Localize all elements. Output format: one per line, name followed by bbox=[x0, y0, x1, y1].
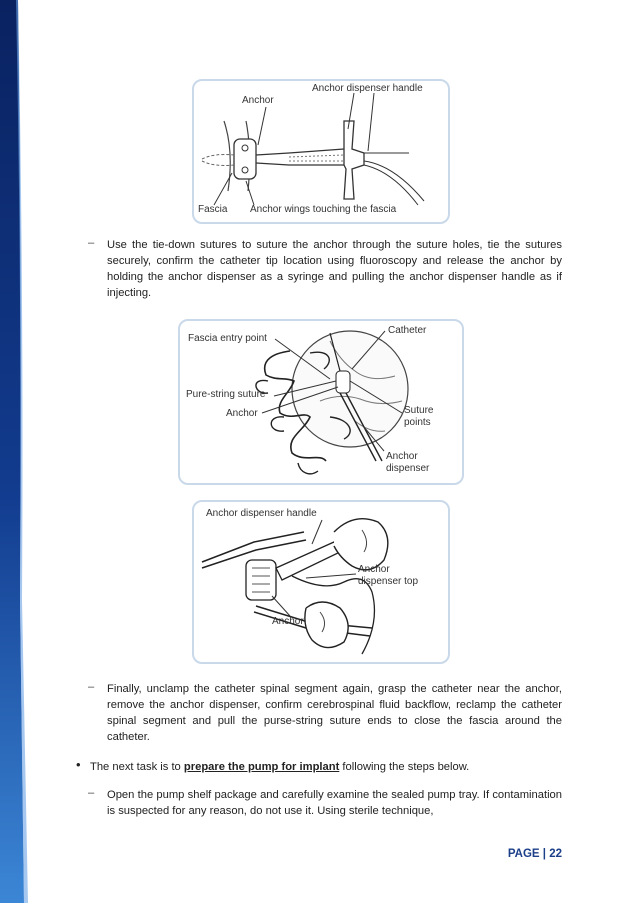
instruction-prepare-pump bbox=[90, 759, 560, 775]
label-suture-points-line1: Suture bbox=[404, 405, 434, 416]
label-purse-string-suture: Pure-string suture bbox=[186, 389, 266, 400]
instruction-open-pump-package: Open the pump shelf package and carefully examine the sealed pump tray. If contamination is suspected for any reason, do not use it. Using sterile technique, bbox=[107, 789, 562, 817]
label-anchor: Anchor bbox=[242, 95, 274, 106]
label-anchor-dispenser-handle: Anchor dispenser handle bbox=[206, 508, 317, 519]
label-catheter: Catheter bbox=[388, 325, 427, 336]
instruction-suture-anchor: Use the tie-down sutures to suture the anchor through the suture holes, tie the sutures securely, confirm the catheter tip location using fluoroscopy and release the anchor by holding the anchor dispenser as a syringe and pulling the anchor dispenser handle as if injecting. bbox=[107, 239, 562, 299]
label-fascia-entry-point: Fascia entry point bbox=[188, 333, 267, 344]
label-anchor-dispenser-top-line2: dispenser top bbox=[358, 576, 419, 587]
label-anchor-dispenser-line2: dispenser bbox=[386, 463, 430, 474]
prepare-pump-emphasis: prepare the pump for implant bbox=[183, 761, 340, 773]
label-anchor-dispenser-handle: Anchor dispenser handle bbox=[312, 83, 423, 94]
label-anchor: Anchor bbox=[272, 616, 304, 627]
label-suture-points-line2: points bbox=[404, 417, 431, 428]
anchor-placement-illustration bbox=[194, 81, 448, 222]
label-anchor: Anchor bbox=[226, 408, 258, 419]
label-anchor-wings: Anchor wings touching the fascia bbox=[250, 204, 397, 215]
figure-suture-points bbox=[178, 319, 464, 485]
dash-marker: – bbox=[88, 787, 95, 799]
page-number: PAGE | 22 bbox=[507, 848, 562, 860]
suture-points-illustration bbox=[180, 321, 462, 483]
dash-marker: – bbox=[88, 237, 95, 249]
bullet-text-end: following the steps below. bbox=[339, 761, 470, 773]
instruction-remove-dispenser: Finally, unclamp the catheter spinal segment again, grasp the catheter near the anchor, remove the anchor dispenser, confirm cerebrospinal fluid backflow, reclamp the catheter spinal segment and pull the purse-string suture ends to close the fascia around the catheter. bbox=[107, 683, 562, 743]
figure-anchor-dispenser-removal bbox=[192, 500, 450, 664]
label-anchor-dispenser-line1: Anchor bbox=[386, 451, 418, 462]
left-decorative-band bbox=[0, 0, 34, 903]
figure-anchor-placement bbox=[192, 79, 450, 224]
label-fascia: Fascia bbox=[198, 204, 228, 215]
label-anchor-dispenser-top-line1: Anchor bbox=[358, 564, 390, 575]
dash-marker: – bbox=[88, 681, 95, 693]
bullet-marker: • bbox=[76, 757, 81, 772]
bullet-text-start: The next task is to bbox=[90, 761, 184, 773]
